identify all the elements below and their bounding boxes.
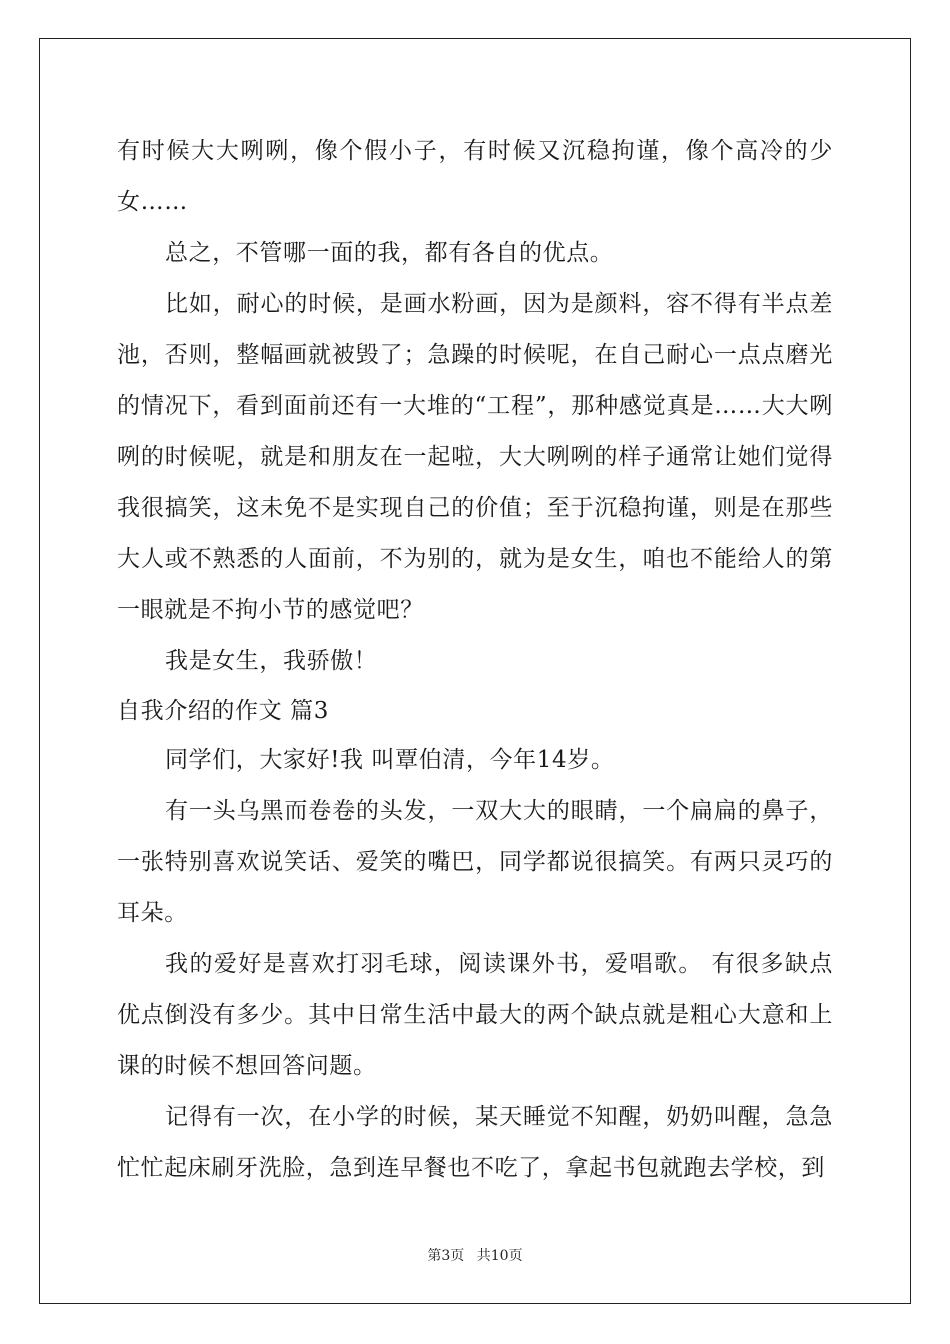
paragraph-1: 有时候大大咧咧，像个假小子，有时候又沉稳拘谨，像个高冷的少女…… — [117, 138, 833, 215]
section-heading: 自我介绍的作文 篇3 — [117, 698, 329, 724]
page-total: 共10页 — [476, 1248, 523, 1264]
section-paragraph-2: 有一头乌黑而卷卷的头发，一双大大的眼睛，一个扁扁的鼻子，一张特别喜欢说笑话、爱笑的嘴巴，同学都说很搞笑。有两只灵巧的耳朵。 — [117, 798, 833, 926]
paragraph-4: 我是女生，我骄傲！ — [165, 648, 378, 674]
document-body — [117, 126, 833, 1194]
section-paragraph-4: 记得有一次，在小学的时候，某天睡觉不知醒，奶奶叫醒，急急忙忙起床刷牙洗脸，急到连早餐也不吃了，拿起书包就跑去学校，到 — [117, 1104, 833, 1181]
paragraph-3: 比如，耐心的时候，是画水粉画，因为是颜料，容不得有半点差池，否则，整幅画就被毁了；急躁的时候呢，在自己耐心一点点磨光的情况下，看到面前还有一大堆的“工程”，那种感觉真是……大大咧咧的时候呢，就是和朋友在一起啦，大大咧咧的样子通常让她们觉得我很搞笑，这未免不是实现自己的价值；至于沉稳拘谨，则是在那些大人或不熟悉的人面前，不为别的，就为是女生，咱也不能给人的第一眼就是不拘小节的感觉吧？ — [117, 291, 833, 623]
page-number: 第3页 — [427, 1248, 465, 1264]
section-paragraph-1: 同学们，大家好!我 叫覃伯清，今年14岁。 — [165, 747, 615, 773]
section-paragraph-3: 我的爱好是喜欢打羽毛球，阅读课外书，爱唱歌。 有很多缺点优点倒没有多少。其中日常生活中最大的两个缺点就是粗心大意和上课的时候不想回答问题。 — [117, 951, 833, 1079]
paragraph-2: 总之，不管哪一面的我，都有各自的优点。 — [165, 240, 614, 266]
page-footer — [0, 1245, 950, 1265]
